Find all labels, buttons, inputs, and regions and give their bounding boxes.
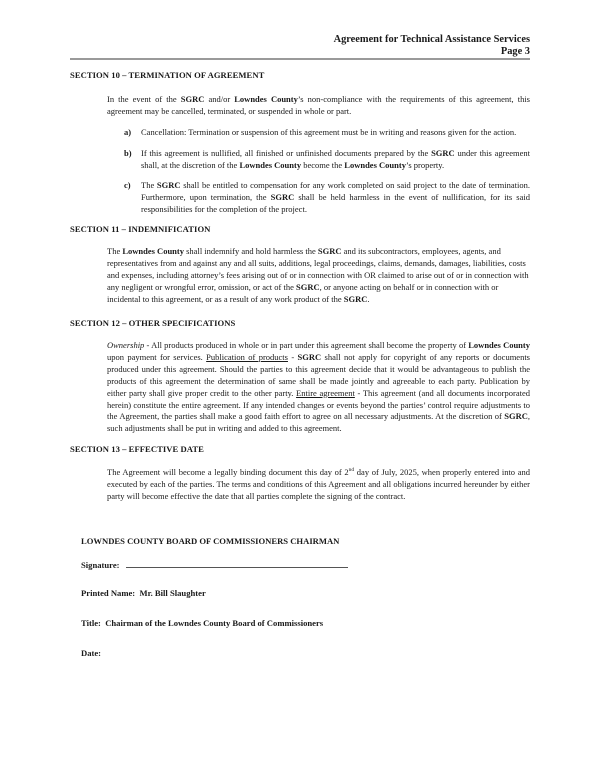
- list-item-c: [124, 180, 530, 216]
- running-header: [334, 34, 530, 58]
- list-label: a): [124, 127, 132, 137]
- list-item-b: [124, 148, 530, 172]
- printed-name-value: Mr. Bill Slaughter: [139, 588, 206, 598]
- section-10-intro: In the event of the SGRC and/or Lowndes County’s non-compliance with the requirements of this agreement, this agreement may be cancelled, terminated, or suspended in whole or part.: [107, 94, 530, 116]
- printed-name-label: Printed Name:: [81, 588, 136, 598]
- signature-row: [81, 558, 348, 570]
- section-11-heading: SECTION 11 – INDEMNIFICATION: [70, 224, 211, 234]
- header-divider: [70, 58, 530, 60]
- date-label: Date:: [81, 648, 102, 658]
- document-title: Agreement for Technical Assistance Services: [333, 34, 530, 45]
- list-text: If this agreement is nullified, all finished or unfinished documents prepared by the SGRC under this agreement shall, at the discretion of the Lowndes County become the Lowndes County’s property.: [141, 148, 531, 170]
- title-label: Title:: [81, 618, 101, 628]
- section-10-heading: SECTION 10 – TERMINATION OF AGREEMENT: [70, 70, 265, 80]
- signature-block-heading: LOWNDES COUNTY BOARD OF COMMISSIONERS CHAIRMAN: [81, 536, 340, 546]
- printed-name-row: [81, 588, 206, 598]
- list-text: The SGRC shall be entitled to compensation for any work completed on said project to the date of termination. Furthermore, upon termination, the SGRC shall be held harmless in the event of nullification, for its said responsibilities for the completion of the project.: [141, 180, 531, 214]
- list-item-a: [124, 127, 530, 139]
- title-value: Chairman of the Lowndes County Board of Commissioners: [105, 618, 324, 628]
- section-12-heading: SECTION 12 – OTHER SPECIFICATIONS: [70, 318, 236, 328]
- section-11-body: The Lowndes County shall indemnify and hold harmless the SGRC and its subcontractors, employees, agents, and representatives from and against any and all suits, additions, legal proceedings, claims, demands, damages, liabilities, costs and expenses, including attorney’s fees arising out of or in connection with OR claimed to arise out of or in connection with any negligent or wrongful error, omission, or act of the SGRC, or anyone acting on behalf or in connection with or incidental to this agreement, or as a result of any work product of the SGRC.: [107, 246, 529, 304]
- signature-label: Signature:: [81, 560, 120, 570]
- list-text: Cancellation: Termination or suspension of this agreement must be in writing and reasons given for the action.: [141, 127, 517, 137]
- section-12-body: Ownership - All products produced in whole or in part under this agreement shall become the property of Lowndes County upon payment for services. Publication of products - SGRC shall not apply for copyright of any reports or documents produced under this agreement. Should the parties to this agreement decide that it would be advantageous to publish the products of this agreement the determination of same shall be made jointly and agreeable to each party. Publication by either party shall give proper credit to the other party. Entire agreement - This agreement (and all documents incorporated herein) constitute the entire agreement. If any intended changes or events beyond the parties’ control require adjustments to the Agreement, the parties shall make a good faith effort to agree on all necessary adjustments. At the discretion of SGRC, such adjustments shall be put in writing and added to this agreement.: [107, 340, 530, 434]
- list-label: c): [124, 180, 131, 190]
- list-label: b): [124, 148, 132, 158]
- section-13-heading: SECTION 13 – EFFECTIVE DATE: [70, 444, 204, 454]
- date-row: [81, 648, 101, 658]
- page-number: Page 3: [500, 46, 530, 57]
- title-row: [81, 618, 323, 628]
- signature-line[interactable]: [126, 558, 348, 568]
- section-13-body: The Agreement will become a legally binding document this day of 2nd day of July, 2025, when properly entered into and executed by each of the parties. The terms and conditions of this Agreement and all obligations incurred hereunder by either party will become effective the date that all parties complete the signing of the contract.: [107, 467, 530, 501]
